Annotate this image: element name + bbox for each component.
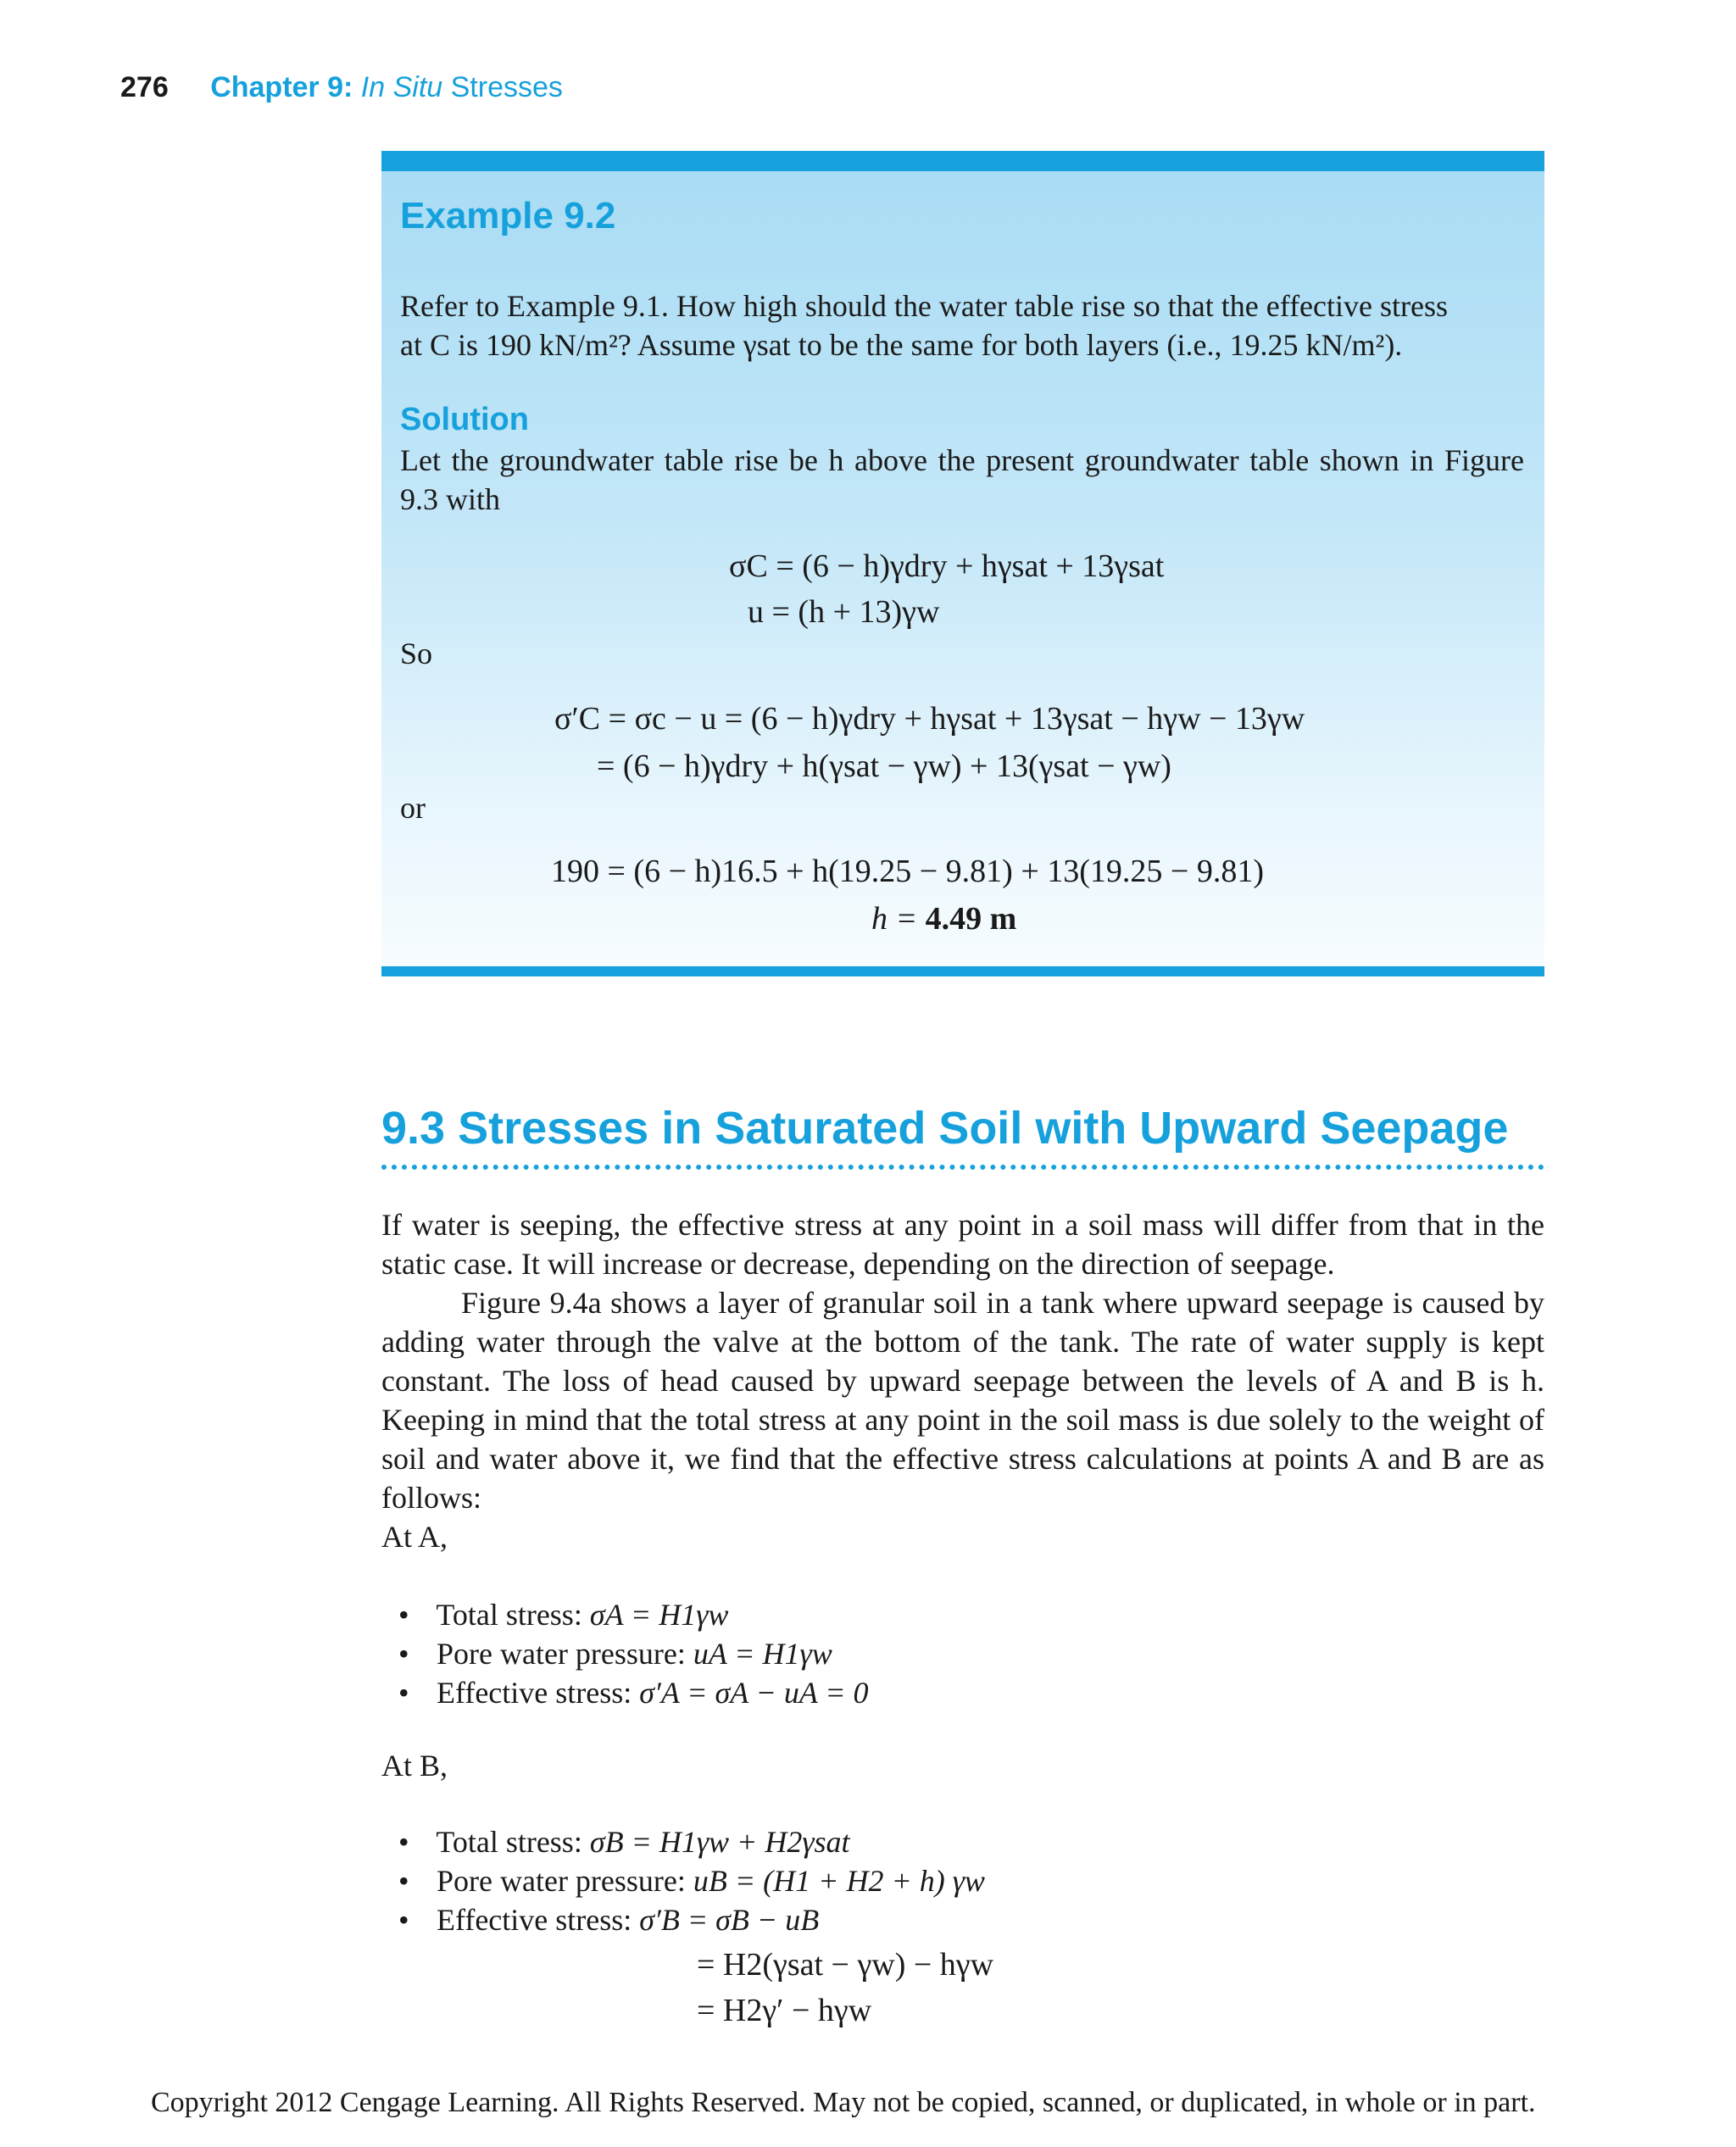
item-expr: uA = H1γw bbox=[693, 1637, 832, 1671]
solution-title: Solution bbox=[400, 402, 529, 437]
at-a-label: At A, bbox=[381, 1520, 448, 1554]
item-expr: σ′A = σA − uA = 0 bbox=[639, 1676, 869, 1710]
item-label: Effective stress: bbox=[437, 1903, 632, 1937]
chapter-label: Chapter 9: bbox=[210, 71, 353, 103]
bullet-icon: • bbox=[398, 1903, 409, 1937]
bullet-icon: • bbox=[398, 1598, 409, 1632]
bullet-icon: • bbox=[398, 1864, 409, 1898]
equation-6-lhs: h = bbox=[871, 901, 918, 937]
equation-6-result: 4.49 m bbox=[925, 901, 1017, 937]
list-item bbox=[398, 1675, 869, 1710]
item-expr: uB = (H1 + H2 + h) γw bbox=[693, 1864, 985, 1898]
item-label: Total stress: bbox=[436, 1598, 582, 1632]
item-label: Pore water pressure: bbox=[437, 1864, 686, 1898]
page-number: 276 bbox=[120, 71, 169, 103]
solution-text: Let the groundwater table rise be h above the present groundwater table shown in Figure 9.3 with bbox=[400, 443, 1524, 516]
list-item bbox=[398, 1824, 850, 1860]
equation-2: u = (h + 13)γw bbox=[748, 594, 940, 630]
equation-5: 190 = (6 − h)16.5 + h(19.25 − 9.81) + 13(19.25 − 9.81) bbox=[551, 854, 1265, 889]
label-so: So bbox=[400, 637, 433, 670]
section-body bbox=[381, 1205, 1544, 1556]
item-label: Effective stress: bbox=[437, 1676, 632, 1710]
item-expr: σA = H1γw bbox=[589, 1598, 729, 1632]
equation-1: σC = (6 − h)γdry + hγsat + 13γsat bbox=[729, 548, 1165, 584]
problem-line-1: Refer to Example 9.1. How high should the water table rise so that the effective stress bbox=[400, 289, 1448, 323]
paragraph-2: Figure 9.4a shows a layer of granular soil in a tank where upward seepage is caused by adding water through the valve at the bottom of the tank. The rate of water supply is kept constant. The loss of head caused by upward seepage between the levels of A and B is h. Keeping in mind that the total stress at any point in the soil mass is due solely to the weight of soil and water above it, we find that the effective stress calculations at points A and B are as follows: bbox=[381, 1286, 1544, 1515]
running-header bbox=[120, 71, 563, 104]
chapter-rest: Stresses bbox=[450, 71, 563, 103]
copyright-notice: Copyright 2012 Cengage Learning. All Rights Reserved. May not be copied, scanned, or duplicated, in whole or in part. bbox=[151, 2087, 1536, 2118]
section-title: 9.3 Stresses in Saturated Soil with Upward Seepage bbox=[381, 1103, 1509, 1154]
bullet-icon: • bbox=[398, 1825, 409, 1859]
example-title: Example 9.2 bbox=[400, 195, 616, 236]
equation-3: σ′C = σc − u = (6 − h)γdry + hγsat + 13γsat − hγw − 13γw bbox=[554, 701, 1305, 737]
item-label: Total stress: bbox=[436, 1825, 582, 1859]
equation-continuation-1: = H2(γsat − γw) − hγw bbox=[697, 1947, 994, 1983]
at-b-label: At B, bbox=[381, 1749, 448, 1783]
equation-4: = (6 − h)γdry + h(γsat − γw) + 13(γsat − γw) bbox=[597, 748, 1171, 784]
list-item bbox=[398, 1636, 832, 1671]
example-problem bbox=[400, 286, 1524, 364]
equation-continuation-2: = H2γ′ − hγw bbox=[697, 1993, 872, 2028]
example-box bbox=[381, 151, 1544, 976]
bullet-icon: • bbox=[398, 1676, 409, 1710]
list-item bbox=[398, 1902, 819, 1938]
bullet-icon: • bbox=[398, 1637, 409, 1671]
chapter-italic: In Situ bbox=[360, 71, 443, 103]
paragraph-1: If water is seeping, the effective stress at any point in a soil mass will differ from that in the static case. It will increase or decrease, depending on the direction of seepage. bbox=[381, 1208, 1544, 1281]
item-expr: σB = H1γw + H2γsat bbox=[589, 1825, 850, 1859]
label-or: or bbox=[400, 791, 426, 825]
section-divider bbox=[381, 1165, 1544, 1170]
list-item bbox=[398, 1597, 728, 1632]
problem-line-2: at C is 190 kN/m²? Assume γsat to be the same for both layers (i.e., 19.25 kN/m²). bbox=[400, 328, 1403, 362]
item-expr: σ′B = σB − uB bbox=[639, 1903, 820, 1937]
item-label: Pore water pressure: bbox=[437, 1637, 686, 1671]
equation-6 bbox=[871, 900, 1016, 937]
list-item bbox=[398, 1863, 985, 1899]
